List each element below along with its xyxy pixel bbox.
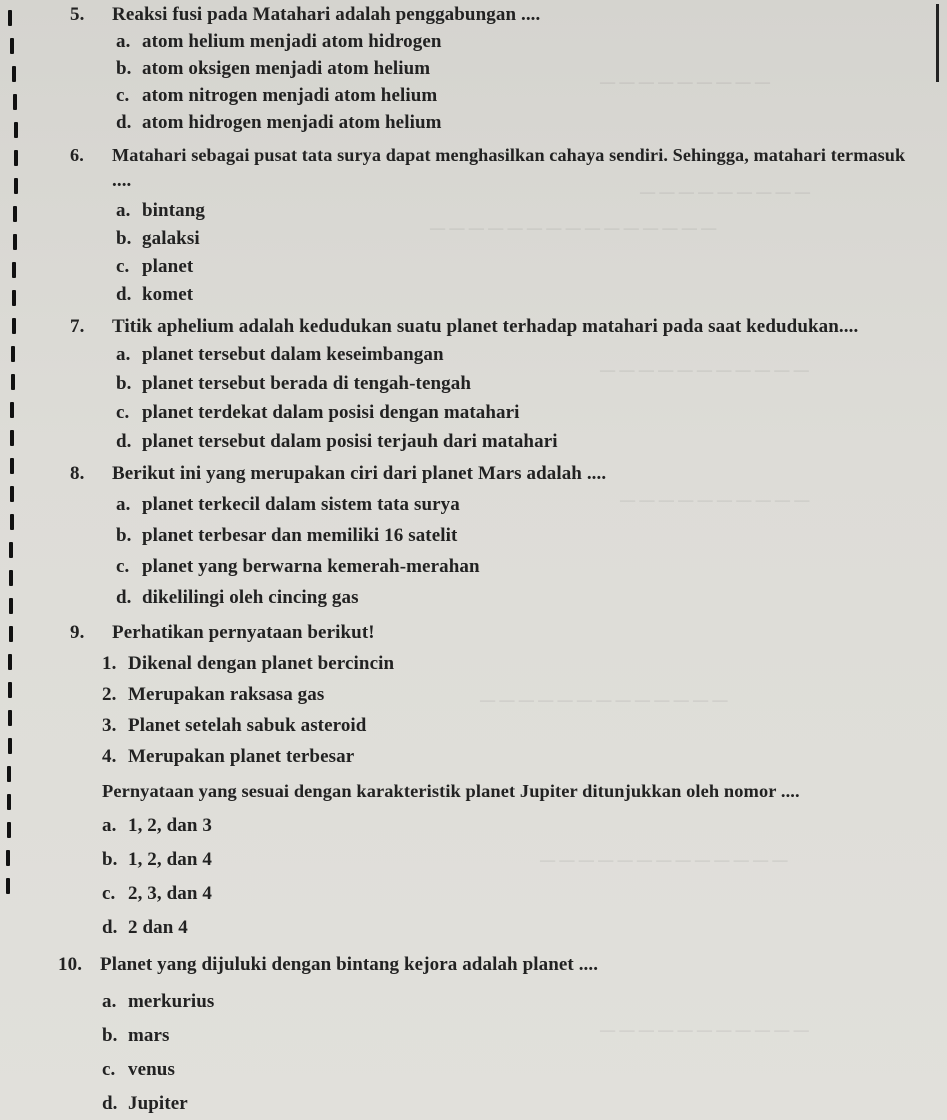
option-text: Jupiter [128,1093,188,1114]
question-number: 6. [70,145,84,165]
statement-number: 3. [102,715,117,736]
option-letter: c. [102,883,116,904]
option-text: planet tersebut dalam posisi terjauh dari matahari [142,431,558,452]
option-8a [116,494,460,516]
option-text: planet [142,256,194,277]
option-letter: a. [116,31,131,52]
option-7b [116,373,471,395]
statement-3 [102,715,366,737]
question-text: Perhatikan pernyataan berikut! [112,622,375,643]
option-text: bintang [142,200,206,221]
option-7d [116,431,558,453]
option-6b [116,228,200,250]
question-number: 5. [70,4,85,25]
option-text: 1, 2, dan 3 [128,815,212,836]
option-letter: a. [102,815,117,836]
option-7c [116,402,520,424]
question-6-continuation: .... [112,170,132,191]
option-letter: d. [116,587,132,608]
option-letter: c. [116,85,130,106]
option-text: planet tersebut dalam keseimbangan [142,344,444,365]
show-through-text: — — — — — — — — — — — [600,360,809,379]
option-text: 1, 2, dan 4 [128,849,212,870]
statement-1 [102,653,394,675]
option-10b [102,1025,170,1047]
option-letter: d. [116,112,132,133]
question-10 [58,954,598,976]
option-text: dikelilingi oleh cincing gas [142,587,359,608]
question-6 [70,144,905,166]
option-letter: d. [102,1093,118,1114]
option-text: planet terdekat dalam posisi dengan matahari [142,402,520,423]
option-5d [116,112,442,134]
option-letter: c. [102,1059,116,1080]
option-letter: c. [116,556,130,577]
question-number: 9. [70,622,85,643]
question-7 [70,316,858,338]
statement-number: 4. [102,746,117,767]
option-5b [116,58,430,80]
option-letter: c. [116,256,130,277]
question-text: Matahari sebagai pusat tata surya dapat menghasilkan cahaya sendiri. Sehingga, matahari termasuk [112,145,906,165]
option-8c [116,556,480,578]
statement-text: Merupakan planet terbesar [128,746,355,767]
option-text: atom nitrogen menjadi atom helium [142,85,438,106]
question-5 [70,4,540,26]
question-text: Titik aphelium adalah kedudukan suatu planet terhadap matahari pada saat kedudukan.... [112,316,859,337]
show-through-text: — — — — — — — — — [600,72,771,91]
question-text: Berikut ini yang merupakan ciri dari planet Mars adalah .... [112,463,607,484]
statement-4 [102,746,354,768]
option-text: atom oksigen menjadi atom helium [142,58,431,79]
option-6d [116,284,193,306]
statement-number: 1. [102,653,117,674]
show-through-text: — — — — — — — — — — — — — [540,850,788,869]
option-letter: b. [102,849,118,870]
question-text: Planet yang dijuluki dengan bintang kejora adalah planet .... [100,954,599,975]
option-letter: a. [102,991,117,1012]
option-text: planet terbesar dan memiliki 16 satelit [142,525,458,546]
option-8b [116,525,457,547]
option-9a [102,815,212,837]
option-letter: b. [116,525,132,546]
option-9c [102,883,212,905]
question-number: 8. [70,463,85,484]
option-text: atom helium menjadi atom hidrogen [142,31,442,52]
option-letter: a. [116,344,131,365]
option-5a [116,31,442,53]
show-through-text: — — — — — — — — — — — [600,1020,809,1039]
option-text: atom hidrogen menjadi atom helium [142,112,442,133]
option-letter: c. [116,402,130,423]
show-through-text: — — — — — — — — — — — — — — — [430,218,717,237]
option-text: 2 dan 4 [128,917,188,938]
option-letter: d. [116,284,132,305]
question-number: 10. [58,954,83,975]
question-number: 7. [70,316,85,337]
option-text: planet terkecil dalam sistem tata surya [142,494,460,515]
option-10a [102,991,214,1013]
option-letter: b. [116,228,132,249]
option-9d [102,917,188,939]
option-letter: d. [102,917,118,938]
option-5c [116,85,437,107]
show-through-text: — — — — — — — — — [640,182,811,201]
question-8 [70,463,606,485]
statement-text: Planet setelah sabuk asteroid [128,715,367,736]
option-6a [116,200,205,222]
option-text: planet yang berwarna kemerah-merahan [142,556,480,577]
question-9-prompt: Pernyataan yang sesuai dengan karakteristik planet Jupiter ditunjukkan oleh nomor .... [102,781,800,801]
option-text: planet tersebut berada di tengah-tengah [142,373,472,394]
option-text: galaksi [142,228,200,249]
option-6c [116,256,193,278]
statement-number: 2. [102,684,117,705]
option-10d [102,1093,188,1115]
option-text: komet [142,284,194,305]
option-text: mars [128,1025,170,1046]
option-letter: b. [116,373,132,394]
show-through-text: — — — — — — — — — — [620,490,810,509]
option-text: venus [128,1059,175,1080]
option-letter: a. [116,200,131,221]
question-text: Reaksi fusi pada Matahari adalah penggabungan .... [112,4,541,25]
option-letter: d. [116,431,132,452]
option-letter: b. [116,58,132,79]
statement-text: Dikenal dengan planet bercincin [128,653,395,674]
option-letter: b. [102,1025,118,1046]
option-10c [102,1059,175,1081]
question-9 [70,622,375,644]
option-letter: a. [116,494,131,515]
show-through-text: — — — — — — — — — — — — — [480,690,728,709]
statement-2 [102,684,324,706]
option-9b [102,849,212,871]
statement-text: Merupakan raksasa gas [128,684,325,705]
option-text: merkurius [128,991,215,1012]
option-text: 2, 3, dan 4 [128,883,212,904]
option-8d [116,587,359,609]
option-7a [116,344,444,366]
